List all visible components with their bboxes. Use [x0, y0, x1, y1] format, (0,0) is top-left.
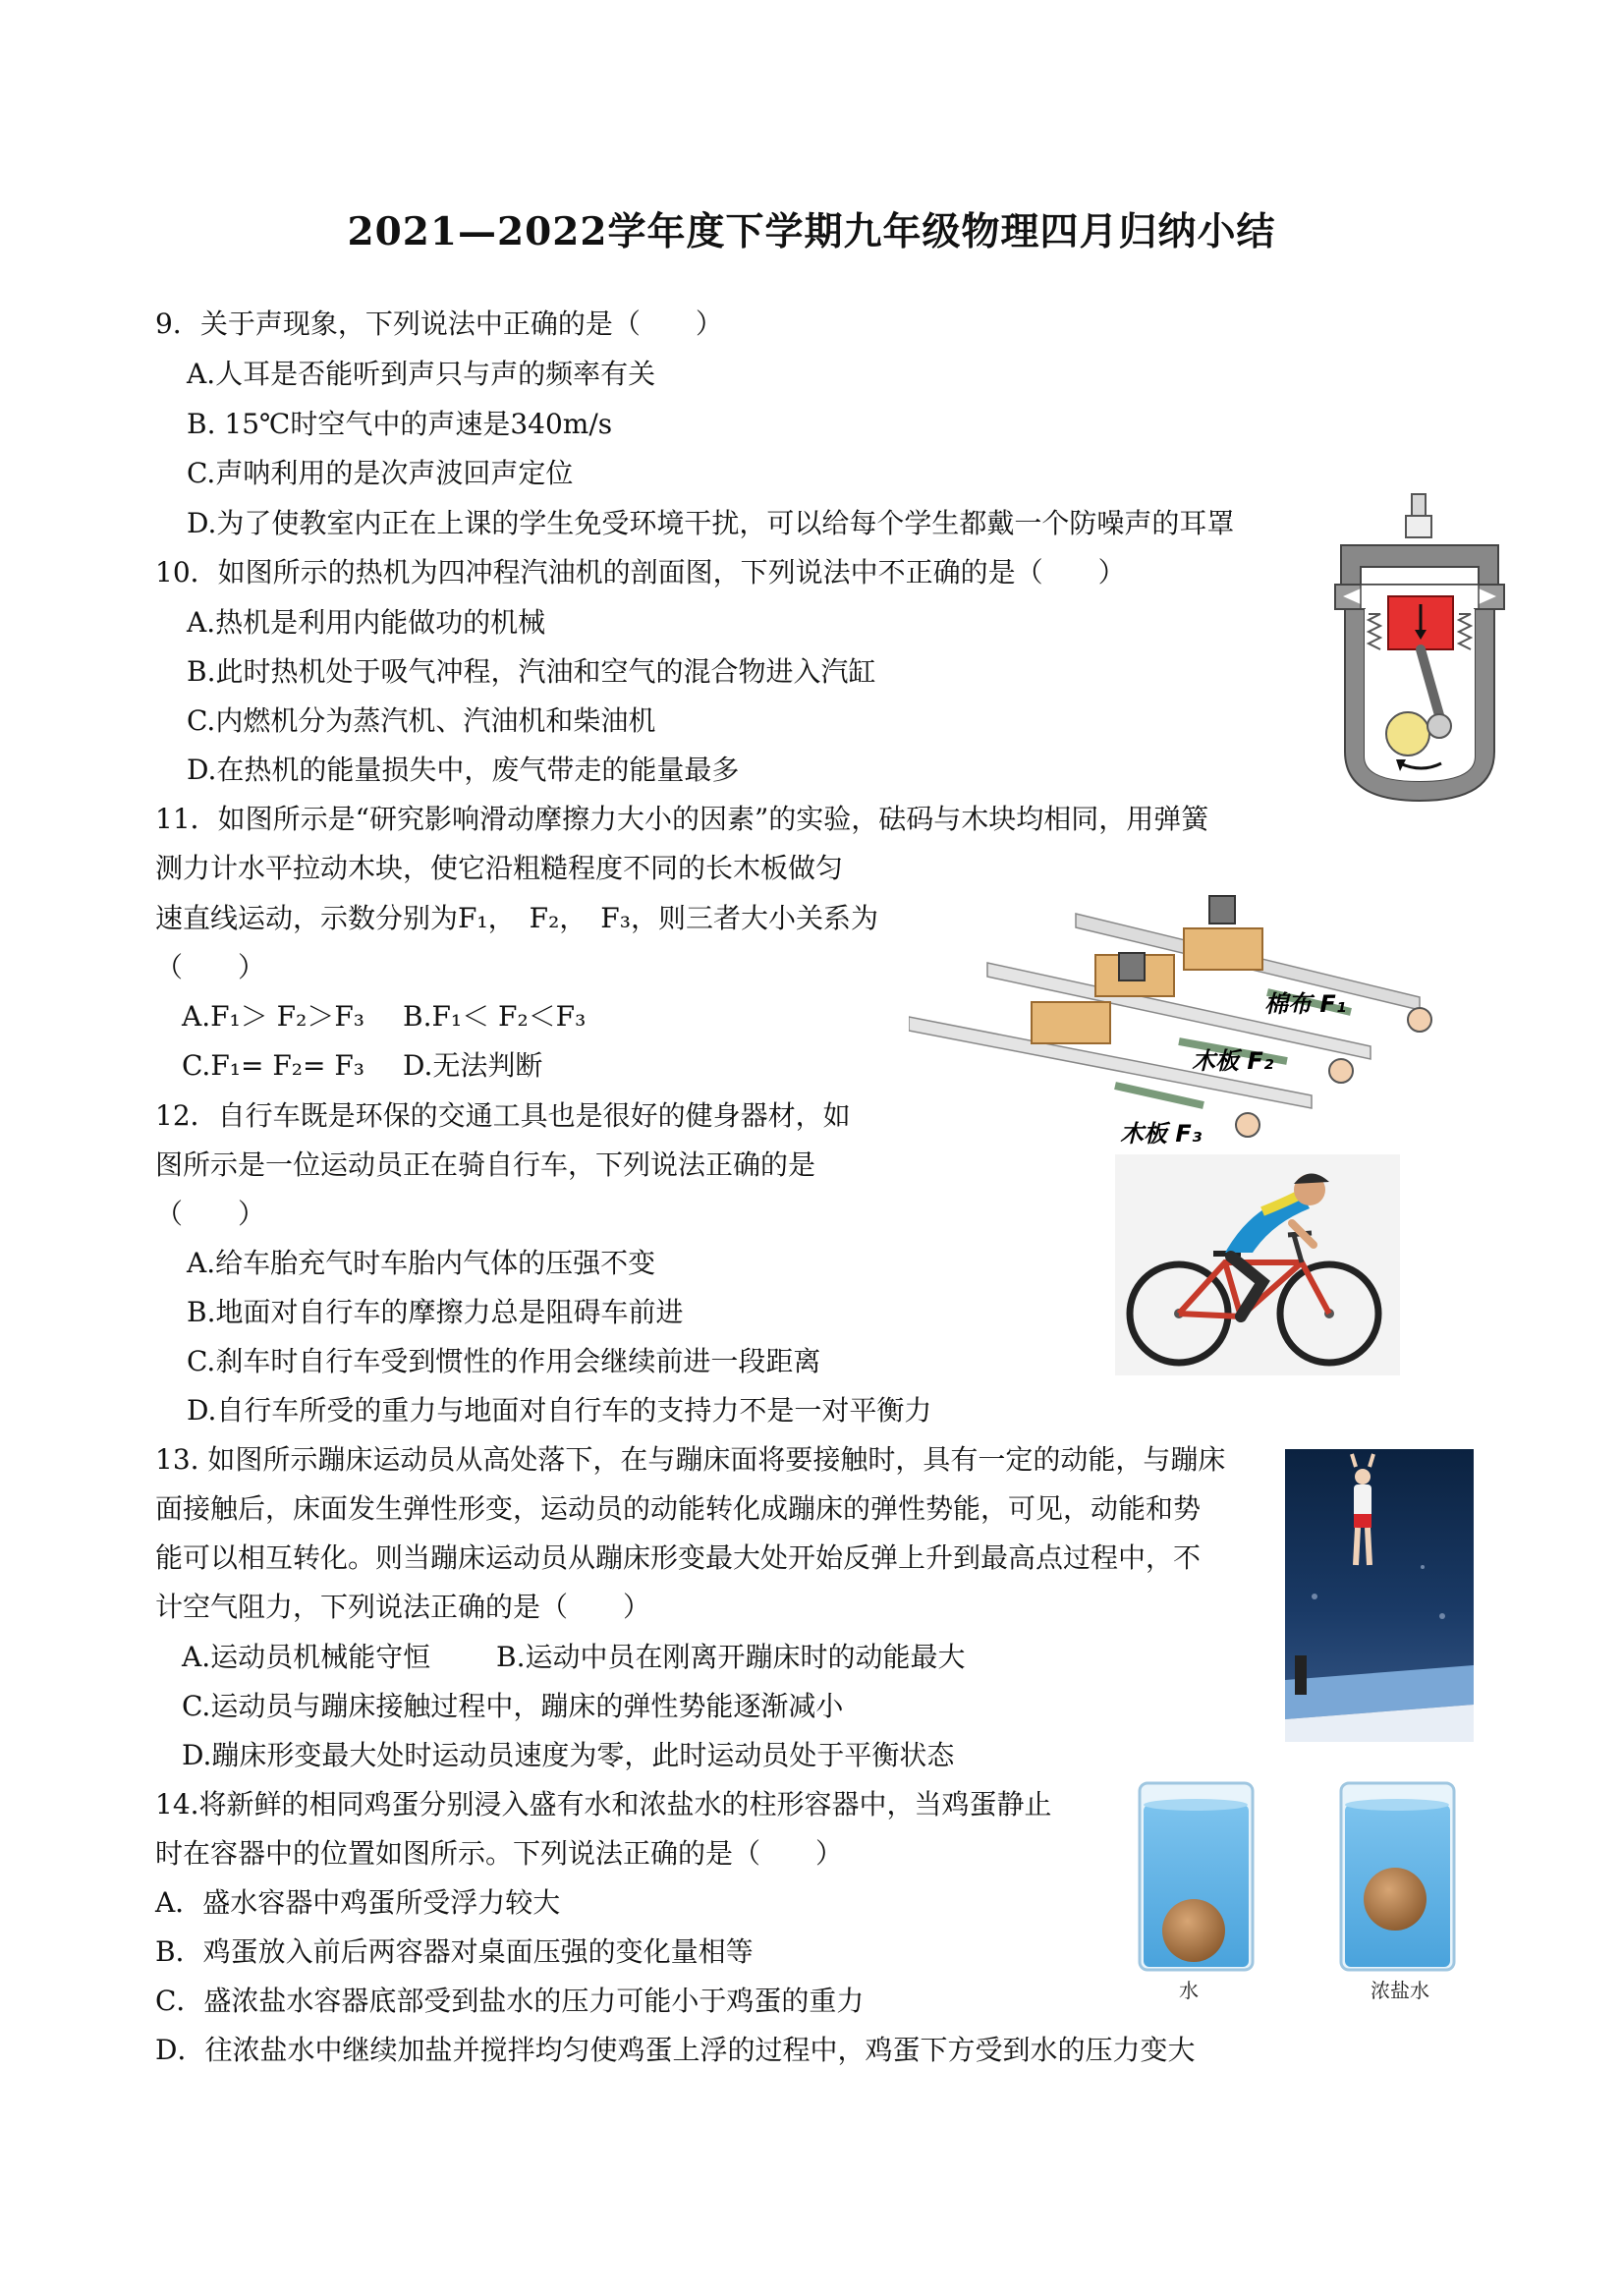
engine-cross-section-figure — [1331, 486, 1508, 811]
question-10-option-d: D.在热机的能量损失中，废气带走的能量最多 — [187, 754, 740, 786]
question-12-option-c: C.刹车时自行车受到惯性的作用会继续前进一段距离 — [187, 1345, 821, 1377]
question-13-option-a: A.运动员机械能守恒 — [182, 1641, 431, 1673]
beaker-label-water: 水 — [1179, 1979, 1199, 2002]
question-12-option-d: D.自行车所受的重力与地面对自行车的支持力不是一对平衡力 — [187, 1394, 932, 1427]
question-9-stem: 9．关于声现象，下列说法中正确的是（ ） — [155, 308, 723, 340]
beaker-label-salt-water: 浓盐水 — [1371, 1979, 1429, 2002]
question-11-option-c: C.F₁= F₂= F₃ — [182, 1049, 365, 1082]
cyclist-figure — [1115, 1154, 1400, 1375]
question-11-option-a: A.F₁＞ F₂＞F₃ — [182, 1000, 364, 1033]
label-wood-f2: 木板 F₂ — [1192, 1047, 1274, 1075]
question-11-stem-line-2: 测力计水平拉动木块，使它沿粗糙程度不同的长木板做匀 — [155, 852, 844, 884]
question-13-option-b: B.运动中员在刚离开蹦床时的动能最大 — [496, 1641, 966, 1673]
question-9-option-a: A.人耳是否能听到声只与声的频率有关 — [187, 358, 656, 390]
question-14-option-d: D．往浓盐水中继续加盐并搅拌均匀使鸡蛋上浮的过程中，鸡蛋下方受到水的压力变大 — [155, 2034, 1196, 2066]
question-10-option-a: A.热机是利用内能做功的机械 — [187, 606, 546, 639]
question-14-option-b: B．鸡蛋放入前后两容器对桌面压强的变化量相等 — [155, 1935, 754, 1968]
question-12-stem-line-2: 图所示是一位运动员正在骑自行车，下列说法正确的是 — [155, 1148, 816, 1181]
question-14-option-a: A．盛水容器中鸡蛋所受浮力较大 — [155, 1886, 561, 1919]
question-13-stem-line-2: 面接触后，床面发生弹性形变，运动员的动能转化成蹦床的弹性势能，可见，动能和势 — [155, 1492, 1202, 1525]
question-11-option-b: B.F₁＜ F₂＜F₃ — [403, 1000, 587, 1033]
question-11-stem-line-4: （ ） — [155, 951, 266, 983]
question-12-stem-line-1: 12．自行车既是环保的交通工具也是很好的健身器材，如 — [155, 1099, 851, 1132]
question-10-option-b: B.此时热机处于吸气冲程，汽油和空气的混合物进入汽缸 — [187, 655, 876, 688]
question-14-stem-line-2: 时在容器中的位置如图所示。下列说法正确的是（ ） — [155, 1837, 844, 1870]
question-13-stem-line-4: 计空气阻力，下列说法正确的是（ ） — [155, 1591, 651, 1623]
trampoline-photo — [1285, 1449, 1474, 1742]
question-9-option-d: D.为了使教室内正在上课的学生免受环境干扰，可以给每个学生都戴一个防噪声的耳罩 — [187, 507, 1235, 539]
question-13-stem-line-3: 能可以相互转化。则当蹦床运动员从蹦床形变最大处开始反弹上升到最高点过程中，不 — [155, 1541, 1202, 1574]
page-title: 2021—2022学年度下学期九年级物理四月归纳小结 — [347, 209, 1276, 254]
question-12-option-a: A.给车胎充气时车胎内气体的压强不变 — [187, 1247, 656, 1279]
question-13-stem-line-1: 13. 如图所示蹦床运动员从高处落下，在与蹦床面将要接触时，具有一定的动能，与蹦床 — [155, 1443, 1226, 1476]
question-10-option-c: C.内燃机分为蒸汽机、汽油机和柴油机 — [187, 704, 656, 737]
question-14-option-c: C．盛浓盐水容器底部受到盐水的压力可能小于鸡蛋的重力 — [155, 1985, 865, 2017]
question-11-stem-line-3: 速直线运动，示数分别为F₁， F₂， F₃，则三者大小关系为 — [155, 902, 878, 934]
label-cotton-f1: 棉布 F₁ — [1264, 990, 1347, 1018]
beaker-salt-water — [1341, 1783, 1454, 2002]
question-12-option-b: B.地面对自行车的摩擦力总是阻碍车前进 — [187, 1296, 684, 1328]
question-13-option-c: C.运动员与蹦床接触过程中，蹦床的弹性势能逐渐减小 — [182, 1690, 844, 1722]
question-9-option-b: B. 15℃时空气中的声速是340m/s — [187, 408, 613, 440]
question-14-stem-line-1: 14.将新鲜的相同鸡蛋分别浸入盛有水和浓盐水的柱形容器中，当鸡蛋静止 — [155, 1788, 1052, 1820]
egg-beakers-figure — [1135, 1773, 1498, 2004]
question-11-stem-line-1: 11．如图所示是“研究影响滑动摩擦力大小的因素”的实验，砝码与木块均相同，用弹簧 — [155, 803, 1209, 835]
question-9-option-c: C.声呐利用的是次声波回声定位 — [187, 457, 574, 489]
question-10-stem: 10．如图所示的热机为四冲程汽油机的剖面图，下列说法中不正确的是（ ） — [155, 556, 1126, 588]
question-11-option-d: D.无法判断 — [403, 1049, 543, 1082]
beaker-water — [1140, 1783, 1253, 2002]
friction-experiment-figure — [909, 884, 1459, 1149]
question-12-stem-line-3: （ ） — [155, 1198, 266, 1230]
question-13-option-d: D.蹦床形变最大处时运动员速度为零，此时运动员处于平衡状态 — [182, 1739, 955, 1771]
label-wood-f3: 木板 F₃ — [1120, 1120, 1203, 1148]
